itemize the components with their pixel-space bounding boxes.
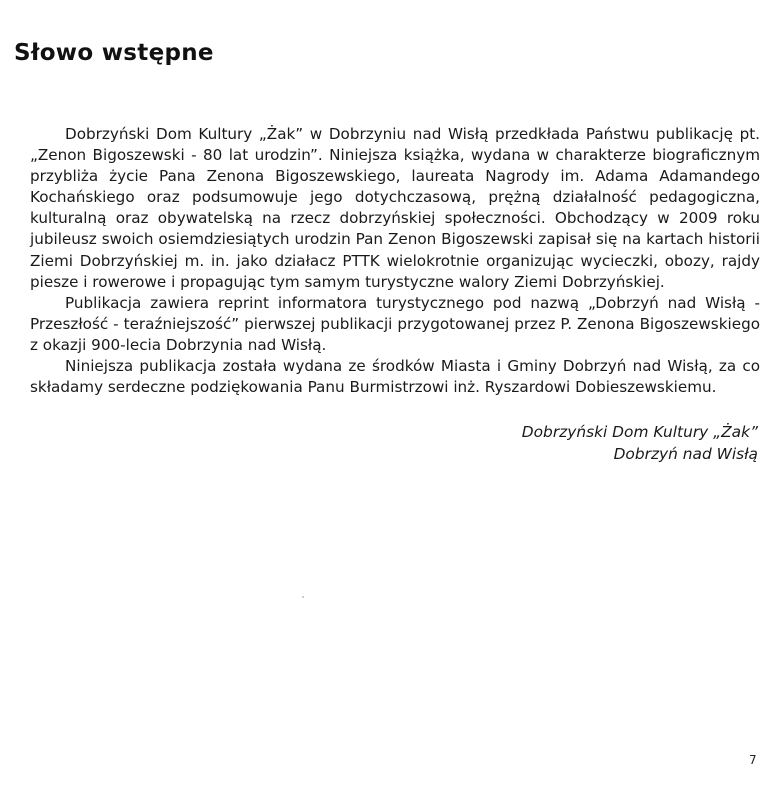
page-title: Słowo wstępne <box>14 40 214 66</box>
foreword-body <box>30 124 760 398</box>
signature-location: Dobrzyń nad Wisłą <box>613 444 758 463</box>
page-number: 7 <box>749 753 757 767</box>
scan-speck <box>302 596 304 598</box>
paragraph-reprint: Publikacja zawiera reprint informatora turystycznego pod nazwą „Dobrzyń nad Wisłą - Przeszłość - teraźniejszość” pierwszej publikacji przygotowanej przez P. Zenona Bigoszewskiego z okazji 900-lecia Dobrzynia nad Wisłą. <box>30 293 760 354</box>
paragraph-intro: Dobrzyński Dom Kultury „Żak” w Dobrzyniu nad Wisłą przedkłada Państwu publikację pt. „Zenon Bigoszewski - 80 lat urodzin”. Niniejsza książka, wydana w charakterze biograficznym przybliża życie Pana Zenona Bigoszewskiego, laureata Nagrody im. Adama Adamandego Kochańskiego oraz podsumowuje jego dotychczasową, prężną działalność pedagogiczna, kulturalną oraz obywatelską na rzecz dobrzyńskiej społeczności. Obchodzący w 2009 roku jubileusz swoich osiemdziesiątych urodzin Pan Zenon Bigoszewski zapisał się na kartach historii Ziemi Dobrzyńskiej m. in. jako działacz PTTK wielokrotnie organizując wycieczki, obozy, rajdy piesze i rowerowe i propagując tym samym turystyczne walory Ziemi Dobrzyńskiej. <box>30 125 760 291</box>
signature-organization: Dobrzyński Dom Kultury „Żak” <box>521 423 758 441</box>
paragraph-acknowledgement: Niniejsza publikacja została wydana ze środków Miasta i Gminy Dobrzyń nad Wisłą, za co składamy serdeczne podziękowania Panu Burmistrzowi inż. Ryszardowi Dobieszewskiemu. <box>30 357 760 397</box>
signature-block <box>522 422 758 465</box>
